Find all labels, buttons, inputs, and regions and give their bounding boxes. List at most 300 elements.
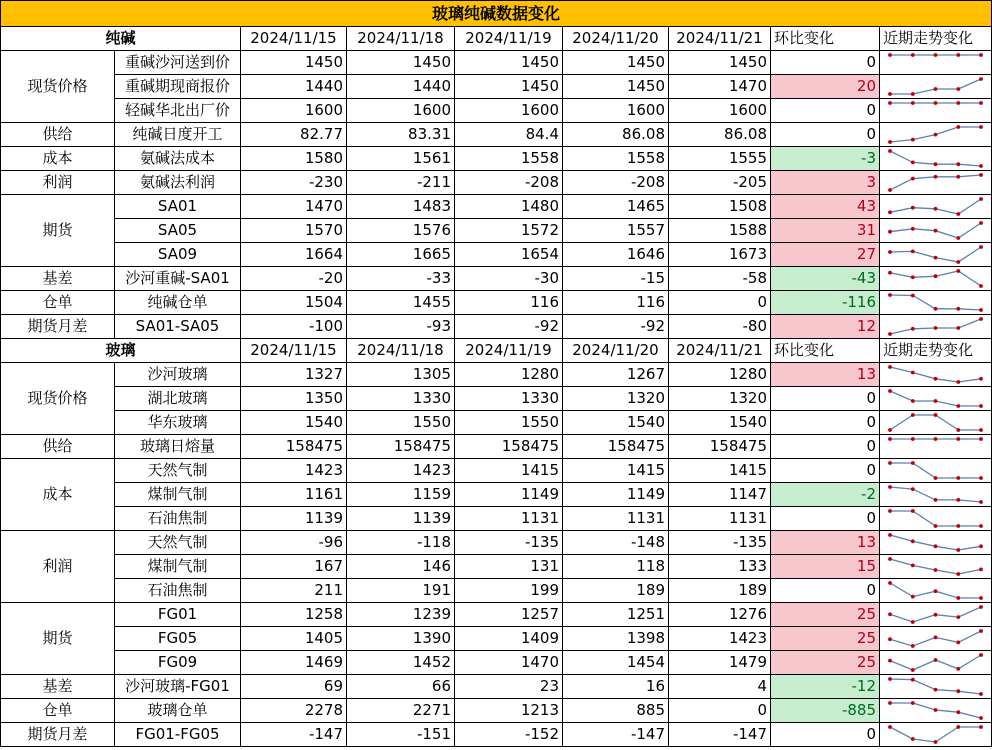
value-cell: 1455 — [347, 291, 455, 315]
change-cell: 3 — [771, 171, 880, 195]
sparkline-chart — [880, 483, 991, 506]
item-label: 沙河玻璃-FG01 — [115, 675, 241, 699]
value-cell: 118 — [563, 555, 669, 579]
sparkline-point — [934, 658, 938, 662]
sparkline-point — [911, 487, 915, 491]
change-cell: 25 — [771, 627, 880, 651]
value-cell: 1557 — [563, 219, 669, 243]
value-cell: 1479 — [669, 651, 771, 675]
sparkline-point — [911, 668, 915, 672]
change-cell: 31 — [771, 219, 880, 243]
value-cell: -93 — [347, 315, 455, 339]
sparkline-point — [911, 101, 915, 105]
sparkline-chart — [880, 699, 991, 722]
sparkline-point — [934, 133, 938, 137]
value-cell: 158475 — [347, 435, 455, 459]
sparkline-point — [911, 461, 915, 465]
value-cell: 1139 — [241, 507, 347, 531]
value-cell: 1558 — [563, 147, 669, 171]
value-cell: 1465 — [563, 195, 669, 219]
sparkline-chart — [880, 123, 991, 146]
item-label: 华东玻璃 — [115, 411, 241, 435]
value-cell: 1646 — [563, 243, 669, 267]
value-cell: 1161 — [241, 483, 347, 507]
sparkline-point — [979, 164, 983, 168]
sparkline-point — [888, 332, 892, 336]
date-header: 2024/11/18 — [347, 339, 455, 363]
sparkline-chart — [880, 51, 991, 74]
sparkline — [880, 315, 992, 339]
sparkline-point — [979, 524, 983, 528]
sparkline-point — [979, 308, 983, 312]
change-cell: 43 — [771, 195, 880, 219]
sparkline-chart — [880, 243, 991, 266]
value-cell: 1588 — [669, 219, 771, 243]
change-cell: -885 — [771, 699, 880, 723]
sparkline-point — [888, 581, 892, 585]
sparkline-point — [934, 175, 938, 179]
sparkline-point — [888, 659, 892, 663]
change-cell: 27 — [771, 243, 880, 267]
sparkline-point — [979, 101, 983, 105]
sparkline-point — [979, 245, 983, 249]
sparkline — [880, 627, 992, 651]
sparkline-point — [934, 87, 938, 91]
sparkline-chart — [880, 603, 991, 626]
sparkline-point — [911, 413, 915, 417]
value-cell: 1423 — [347, 459, 455, 483]
value-cell: 1350 — [241, 387, 347, 411]
value-cell: -20 — [241, 267, 347, 291]
sparkline-point — [934, 437, 938, 441]
sparkline-point — [934, 256, 938, 260]
sparkline-point — [956, 437, 960, 441]
sparkline-line — [890, 199, 981, 214]
sparkline-point — [979, 437, 983, 441]
sparkline-point — [956, 175, 960, 179]
sparkline-point — [979, 404, 983, 408]
sparkline-point — [979, 568, 983, 572]
sparkline-point — [888, 210, 892, 214]
item-label: 玻璃日熔量 — [115, 435, 241, 459]
sparkline-point — [911, 644, 915, 648]
sparkline-point — [888, 230, 892, 234]
value-cell: 1470 — [241, 195, 347, 219]
section-name: 纯碱 — [0, 27, 241, 51]
sparkline-point — [934, 524, 938, 528]
sparkline-point — [956, 428, 960, 432]
sparkline-point — [934, 413, 938, 417]
value-cell: 1540 — [563, 411, 669, 435]
item-label: 玻璃仓单 — [115, 699, 241, 723]
sparkline-point — [888, 92, 892, 96]
value-cell: 1423 — [669, 627, 771, 651]
value-cell: 1131 — [455, 507, 563, 531]
value-cell: 1147 — [669, 483, 771, 507]
value-cell: 1239 — [347, 603, 455, 627]
sparkline-chart — [880, 291, 991, 314]
sparkline-point — [888, 271, 892, 275]
value-cell: 1450 — [455, 51, 563, 75]
sparkline-point — [956, 162, 960, 166]
sparkline-chart — [880, 387, 991, 410]
value-cell: 1470 — [455, 651, 563, 675]
sparkline-point — [979, 544, 983, 548]
sparkline-point — [979, 476, 983, 480]
sparkline-chart — [880, 459, 991, 482]
value-cell: 1139 — [347, 507, 455, 531]
value-cell: 1469 — [241, 651, 347, 675]
value-cell: 1276 — [669, 603, 771, 627]
value-cell: 133 — [669, 555, 771, 579]
category-label: 期货月差 — [0, 723, 115, 747]
value-cell: 1480 — [455, 195, 563, 219]
value-cell: 83.31 — [347, 123, 455, 147]
value-cell: 1390 — [347, 627, 455, 651]
sparkline-point — [956, 615, 960, 619]
sparkline-point — [956, 260, 960, 264]
category-label: 利润 — [0, 171, 115, 195]
sparkline — [880, 99, 992, 123]
date-header: 2024/11/18 — [347, 27, 455, 51]
date-header: 2024/11/15 — [241, 27, 347, 51]
value-cell: 1440 — [241, 75, 347, 99]
value-cell: 1405 — [241, 627, 347, 651]
change-cell: -43 — [771, 267, 880, 291]
sparkline-point — [911, 161, 915, 165]
sparkline-point — [911, 620, 915, 624]
value-cell: 1330 — [347, 387, 455, 411]
sparkline-point — [911, 595, 915, 599]
sparkline — [880, 195, 992, 219]
sparkline-point — [979, 629, 983, 633]
sparkline-point — [956, 572, 960, 576]
sparkline-point — [956, 596, 960, 600]
value-cell: -208 — [455, 171, 563, 195]
item-label: 氨碱法利润 — [115, 171, 241, 195]
value-cell: 1320 — [669, 387, 771, 411]
sparkline — [880, 579, 992, 603]
sparkline-point — [934, 498, 938, 502]
item-label: 纯碱仓单 — [115, 291, 241, 315]
sparkline-line — [890, 511, 981, 526]
sparkline-point — [934, 476, 938, 480]
sparkline — [880, 675, 992, 699]
sparkline-chart — [880, 147, 991, 170]
change-cell: -12 — [771, 675, 880, 699]
category-label: 供给 — [0, 435, 115, 459]
change-cell: 0 — [771, 459, 880, 483]
value-cell: 1415 — [669, 459, 771, 483]
sparkline-point — [911, 737, 915, 741]
change-cell: -116 — [771, 291, 880, 315]
sparkline-point — [888, 637, 892, 641]
sparkline-point — [956, 125, 960, 129]
sparkline-point — [934, 636, 938, 640]
sparkline-point — [979, 692, 983, 696]
value-cell: -208 — [563, 171, 669, 195]
sparkline-point — [956, 101, 960, 105]
item-label: FG01-FG05 — [115, 723, 241, 747]
item-label: SA09 — [115, 243, 241, 267]
value-cell: 1450 — [563, 51, 669, 75]
value-cell: 1483 — [347, 195, 455, 219]
category-label: 现货价格 — [0, 51, 115, 123]
category-label: 成本 — [0, 147, 115, 171]
sparkline-point — [979, 317, 983, 321]
change-cell: 0 — [771, 723, 880, 747]
sparkline-point — [979, 125, 983, 129]
sparkline-line — [890, 463, 981, 478]
sparkline-point — [888, 533, 892, 537]
value-cell: -58 — [669, 267, 771, 291]
item-label: 沙河重碱-SA01 — [115, 267, 241, 291]
value-cell: 1550 — [347, 411, 455, 435]
sparkline-point — [888, 437, 892, 441]
value-cell: 1673 — [669, 243, 771, 267]
value-cell: -96 — [241, 531, 347, 555]
value-cell: 1600 — [241, 99, 347, 123]
category-label: 仓单 — [0, 699, 115, 723]
value-cell: 1600 — [669, 99, 771, 123]
sparkline — [880, 387, 992, 411]
value-cell: -92 — [455, 315, 563, 339]
category-label: 成本 — [0, 459, 115, 531]
value-cell: 146 — [347, 555, 455, 579]
sparkline-point — [934, 568, 938, 572]
value-cell: 1540 — [241, 411, 347, 435]
value-cell: 1320 — [563, 387, 669, 411]
value-cell: -15 — [563, 267, 669, 291]
value-cell: 158475 — [241, 435, 347, 459]
date-header: 2024/11/19 — [455, 27, 563, 51]
value-cell: 1504 — [241, 291, 347, 315]
sparkline-point — [979, 221, 983, 225]
value-cell: 82.77 — [241, 123, 347, 147]
sparkline-point — [888, 557, 892, 561]
change-header: 环比变化 — [771, 27, 880, 51]
value-cell: 2271 — [347, 699, 455, 723]
sparkline-point — [888, 365, 892, 369]
sparkline-point — [956, 641, 960, 645]
value-cell: 1558 — [455, 147, 563, 171]
sparkline-point — [911, 177, 915, 181]
value-cell: 885 — [563, 699, 669, 723]
category-label: 期货月差 — [0, 315, 115, 339]
value-cell: 1600 — [347, 99, 455, 123]
date-header: 2024/11/20 — [563, 27, 669, 51]
value-cell: 211 — [241, 579, 347, 603]
date-header: 2024/11/21 — [669, 339, 771, 363]
value-cell: -211 — [347, 171, 455, 195]
change-cell: 25 — [771, 651, 880, 675]
value-cell: 1280 — [455, 363, 563, 387]
value-cell: 1251 — [563, 603, 669, 627]
value-cell: -205 — [669, 171, 771, 195]
value-cell: 86.08 — [563, 123, 669, 147]
change-cell: 15 — [771, 555, 880, 579]
sparkline-point — [934, 740, 938, 744]
sparkline — [880, 699, 992, 723]
value-cell: 158475 — [455, 435, 563, 459]
sparkline-chart — [880, 315, 991, 338]
sparkline — [880, 147, 992, 171]
sparkline-chart — [880, 651, 991, 674]
sparkline-point — [979, 596, 983, 600]
value-cell: 4 — [669, 675, 771, 699]
sparkline-point — [979, 77, 983, 81]
sparkline — [880, 483, 992, 507]
sparkline-point — [911, 678, 915, 682]
item-label: 重碱沙河送到价 — [115, 51, 241, 75]
sparkline-point — [911, 701, 915, 705]
value-cell: 2278 — [241, 699, 347, 723]
category-label: 期货 — [0, 603, 115, 675]
value-cell: 1470 — [669, 75, 771, 99]
sparkline-point — [911, 92, 915, 96]
sparkline-point — [956, 498, 960, 502]
sparkline-point — [911, 138, 915, 142]
item-label: 煤制气制 — [115, 555, 241, 579]
value-cell: 1327 — [241, 363, 347, 387]
sparkline-point — [956, 404, 960, 408]
sparkline-point — [956, 380, 960, 384]
sparkline-chart — [880, 171, 991, 194]
value-cell: 1664 — [241, 243, 347, 267]
value-cell: 131 — [455, 555, 563, 579]
sparkline — [880, 291, 992, 315]
sparkline-point — [888, 188, 892, 192]
value-cell: 1555 — [669, 147, 771, 171]
value-cell: 191 — [347, 579, 455, 603]
item-label: 天然气制 — [115, 459, 241, 483]
sparkline-line — [890, 79, 981, 94]
sparkline-point — [956, 689, 960, 693]
sparkline-point — [911, 53, 915, 57]
value-cell: 189 — [563, 579, 669, 603]
item-label: 重碱期现商报价 — [115, 75, 241, 99]
category-label: 基差 — [0, 267, 115, 291]
item-label: SA05 — [115, 219, 241, 243]
sparkline-point — [979, 173, 983, 177]
item-label: FG09 — [115, 651, 241, 675]
value-cell: 0 — [669, 699, 771, 723]
change-cell: 0 — [771, 435, 880, 459]
value-cell: -148 — [563, 531, 669, 555]
sparkline-chart — [880, 267, 991, 290]
value-cell: 1452 — [347, 651, 455, 675]
value-cell: 1600 — [455, 99, 563, 123]
date-header: 2024/11/21 — [669, 27, 771, 51]
sparkline-point — [956, 87, 960, 91]
value-cell: 1440 — [347, 75, 455, 99]
item-label: 天然气制 — [115, 531, 241, 555]
change-cell: 0 — [771, 411, 880, 435]
sparkline-point — [888, 428, 892, 432]
sparkline — [880, 123, 992, 147]
category-label: 利润 — [0, 531, 115, 603]
sparkline-point — [911, 399, 915, 403]
value-cell: 1450 — [347, 51, 455, 75]
value-cell: 1415 — [455, 459, 563, 483]
value-cell: 1415 — [563, 459, 669, 483]
value-cell: 1149 — [563, 483, 669, 507]
item-label: SA01-SA05 — [115, 315, 241, 339]
sparkline-point — [934, 377, 938, 381]
sparkline-point — [934, 326, 938, 330]
sparkline-point — [888, 53, 892, 57]
value-cell: 1570 — [241, 219, 347, 243]
sparkline-point — [979, 500, 983, 504]
value-cell: 1149 — [455, 483, 563, 507]
sparkline-chart — [880, 219, 991, 242]
category-label: 基差 — [0, 675, 115, 699]
sparkline-point — [956, 476, 960, 480]
item-label: 湖北玻璃 — [115, 387, 241, 411]
sparkline-point — [911, 371, 915, 375]
sparkline-point — [956, 548, 960, 552]
sparkline — [880, 219, 992, 243]
change-cell: 13 — [771, 531, 880, 555]
sparkline-point — [934, 229, 938, 233]
value-cell: 158475 — [669, 435, 771, 459]
value-cell: -135 — [669, 531, 771, 555]
sparkline-point — [979, 428, 983, 432]
sparkline-point — [956, 725, 960, 729]
sparkline-chart — [880, 411, 991, 434]
value-cell: 1654 — [455, 243, 563, 267]
date-header: 2024/11/20 — [563, 339, 669, 363]
sparkline-chart — [880, 435, 991, 458]
sparkline-point — [979, 197, 983, 201]
value-cell: 1398 — [563, 627, 669, 651]
value-cell: 1423 — [241, 459, 347, 483]
sparkline-chart — [880, 363, 991, 386]
sparkline-point — [956, 53, 960, 57]
value-cell: 1131 — [669, 507, 771, 531]
category-label: 仓单 — [0, 291, 115, 315]
sparkline-point — [979, 605, 983, 609]
sparkline-point — [956, 269, 960, 273]
sparkline — [880, 267, 992, 291]
item-label: 轻碱华北出厂价 — [115, 99, 241, 123]
sparkline-point — [934, 708, 938, 712]
sparkline-chart — [880, 507, 991, 530]
value-cell: -147 — [669, 723, 771, 747]
sparkline-point — [911, 509, 915, 513]
value-cell: 1561 — [347, 147, 455, 171]
sparkline-point — [934, 307, 938, 311]
date-header: 2024/11/15 — [241, 339, 347, 363]
value-cell: 1267 — [563, 363, 669, 387]
sparkline-point — [911, 539, 915, 543]
value-cell: 1665 — [347, 243, 455, 267]
change-cell: 0 — [771, 579, 880, 603]
value-cell: 23 — [455, 675, 563, 699]
value-cell: -80 — [669, 315, 771, 339]
value-cell: 16 — [563, 675, 669, 699]
value-cell: 1159 — [347, 483, 455, 507]
change-cell: 25 — [771, 603, 880, 627]
sparkline — [880, 723, 992, 747]
item-label: FG01 — [115, 603, 241, 627]
sparkline-point — [888, 101, 892, 105]
sparkline-point — [979, 716, 983, 720]
sparkline-point — [888, 485, 892, 489]
value-cell: -152 — [455, 723, 563, 747]
change-cell: 20 — [771, 75, 880, 99]
value-cell: 1550 — [455, 411, 563, 435]
